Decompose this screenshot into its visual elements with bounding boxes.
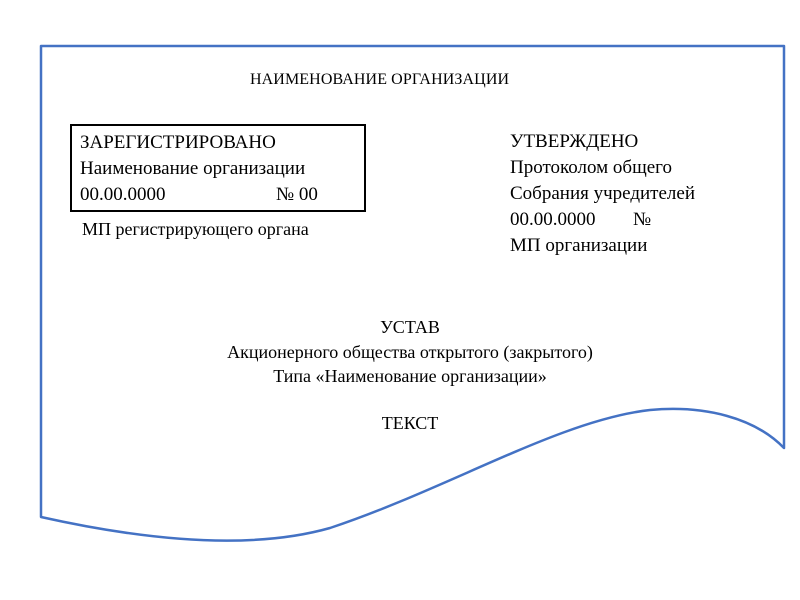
registration-seal-note: МП регистрирующего органа	[82, 219, 309, 239]
registration-title: ЗАРЕГИСТРИРОВАНО	[80, 132, 276, 153]
approval-line-1: Протоколом общего	[510, 157, 672, 178]
registration-stamp-box	[70, 124, 366, 212]
organization-name-header: НАИМЕНОВАНИЕ ОРГАНИЗАЦИИ	[250, 71, 510, 88]
approval-date: 00.00.0000	[510, 209, 596, 230]
approval-number: №	[633, 209, 652, 230]
registration-number: № 00	[276, 184, 318, 205]
charter-subtitle-1: Акционерного общества открытого (закрытого)	[227, 342, 593, 362]
registration-date: 00.00.0000	[80, 184, 166, 205]
approval-title: УТВЕРЖДЕНО	[510, 131, 639, 152]
charter-subtitle-2: Типа «Наименование организации»	[273, 366, 547, 386]
approval-seal-note: МП организации	[510, 235, 648, 256]
registration-org-name: Наименование организации	[80, 158, 306, 179]
charter-body-text: ТЕКСТ	[381, 413, 439, 433]
approval-line-2: Собрания учредителей	[510, 183, 695, 204]
charter-title: УСТАВ	[380, 317, 440, 337]
